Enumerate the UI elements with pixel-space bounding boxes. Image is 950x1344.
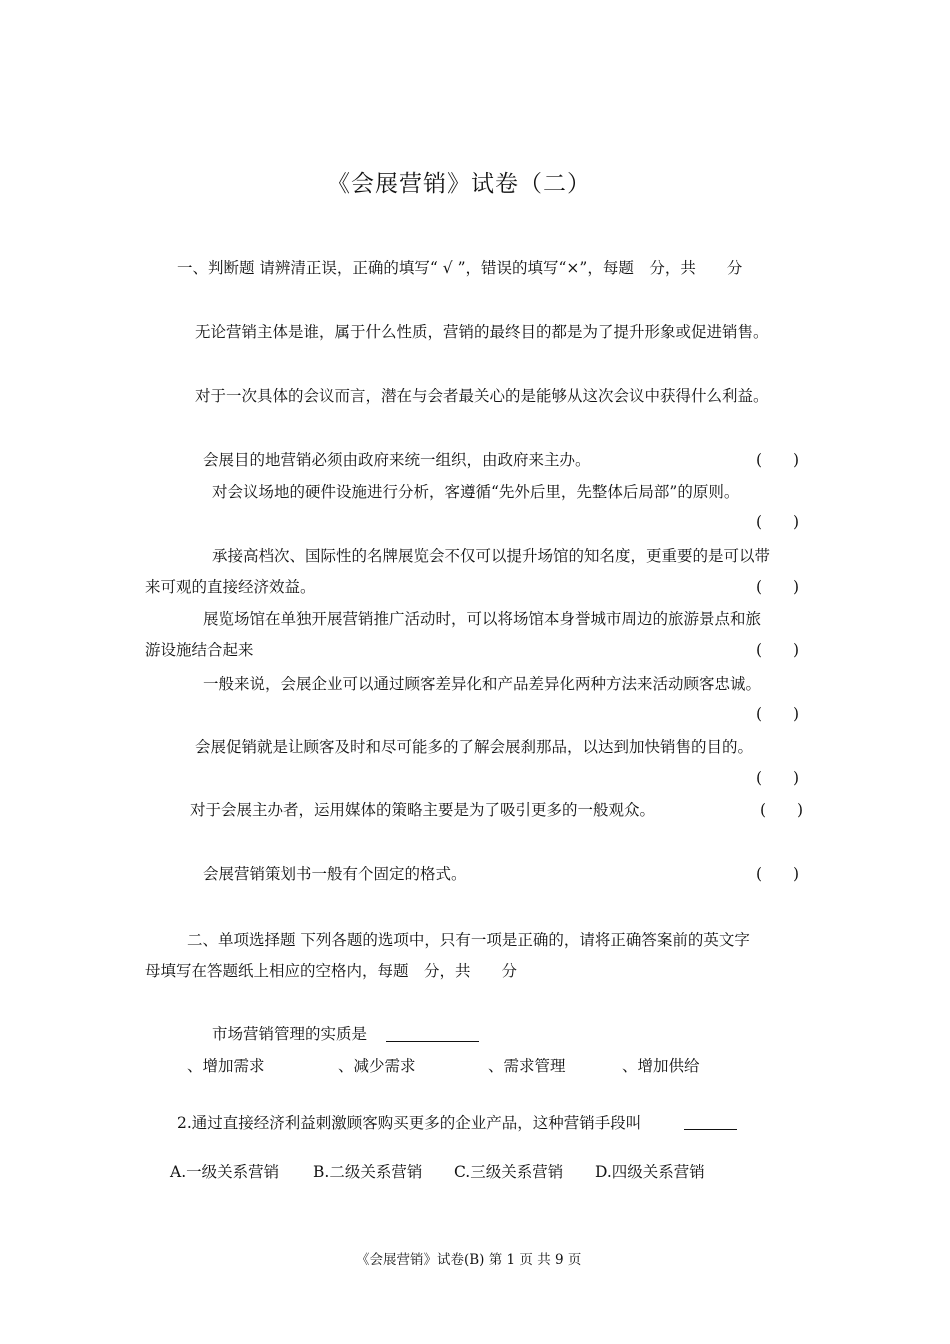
judgment-item: 对于一次具体的会议而言，潜在与会者最关心的是能够从这次会议中获得什么利益。 [195, 387, 769, 405]
option-a: A.一级关系营销 [170, 1163, 280, 1181]
judgment-item: 一般来说，会展企业可以通过顾客差异化和产品差异化两种方法来活动顾客忠诚。 [203, 675, 762, 693]
judgment-item: 承接高档次、国际性的名牌展览会不仅可以提升场馆的知名度，更重要的是可以带 [212, 547, 771, 565]
question-stem: 2.通过直接经济利益刺激顾客购买更多的企业产品，这种营销手段叫 [177, 1114, 642, 1132]
question-stem: 市场营销管理的实质是 [212, 1025, 368, 1043]
judgment-item: 无论营销主体是谁，属于什么性质，营销的最终目的都是为了提升形象或促进销售。 [195, 323, 769, 341]
judgment-item-continuation: 来可观的直接经济效益。 [145, 578, 316, 596]
option-a: 、增加需求 [187, 1057, 265, 1075]
answer-blank[interactable] [386, 1041, 479, 1042]
option-b: 、减少需求 [338, 1057, 416, 1075]
judgment-item: 会展促销就是让顾客及时和尽可能多的了解会展刹那品，以达到加快销售的目的。 [195, 738, 754, 756]
judgment-item: 对于会展主办者，运用媒体的策略主要是为了吸引更多的一般观众。 [190, 801, 656, 819]
option-b: B.二级关系营销 [313, 1163, 423, 1181]
judgment-item: 展览场馆在单独开展营销推广活动时，可以将场馆本身誉城市周边的旅游景点和旅 [203, 610, 762, 628]
answer-bracket[interactable]: ( ) [756, 865, 800, 883]
answer-blank[interactable] [684, 1129, 737, 1130]
answer-bracket[interactable]: ( ) [756, 578, 800, 596]
page-footer: 《会展营销》试卷(B) 第 1 页 共 9 页 [356, 1252, 582, 1268]
section1-heading: 一、判断题 请辨清正误，正确的填写“ √ ”，错误的填写“×”，每题 分，共 分 [177, 259, 743, 277]
judgment-item: 对会议场地的硬件设施进行分析，客遵循“先外后里，先整体后局部”的原则。 [212, 483, 740, 501]
answer-bracket[interactable]: ( ) [756, 705, 800, 723]
section2-heading: 二、单项选择题 下列各题的选项中，只有一项是正确的，请将正确答案前的英文字 [187, 931, 750, 949]
answer-bracket[interactable]: ( ) [756, 451, 800, 469]
page-title: 《会展营销》试卷（二） [327, 171, 591, 197]
judgment-item: 会展营销策划书一般有个固定的格式。 [203, 865, 467, 883]
option-d: 、增加供给 [622, 1057, 700, 1075]
section2-heading-continuation: 母填写在答题纸上相应的空格内，每题 分，共 分 [145, 962, 518, 980]
answer-bracket[interactable]: ( ) [756, 769, 800, 787]
option-c: 、需求管理 [488, 1057, 566, 1075]
judgment-item: 会展目的地营销必须由政府来统一组织，由政府来主办。 [203, 451, 591, 469]
option-c: C.三级关系营销 [454, 1163, 564, 1181]
judgment-item-continuation: 游设施结合起来 [145, 641, 254, 659]
answer-bracket[interactable]: ( ) [760, 801, 804, 819]
answer-bracket[interactable]: ( ) [756, 513, 800, 531]
option-d: D.四级关系营销 [595, 1163, 705, 1181]
answer-bracket[interactable]: ( ) [756, 641, 800, 659]
